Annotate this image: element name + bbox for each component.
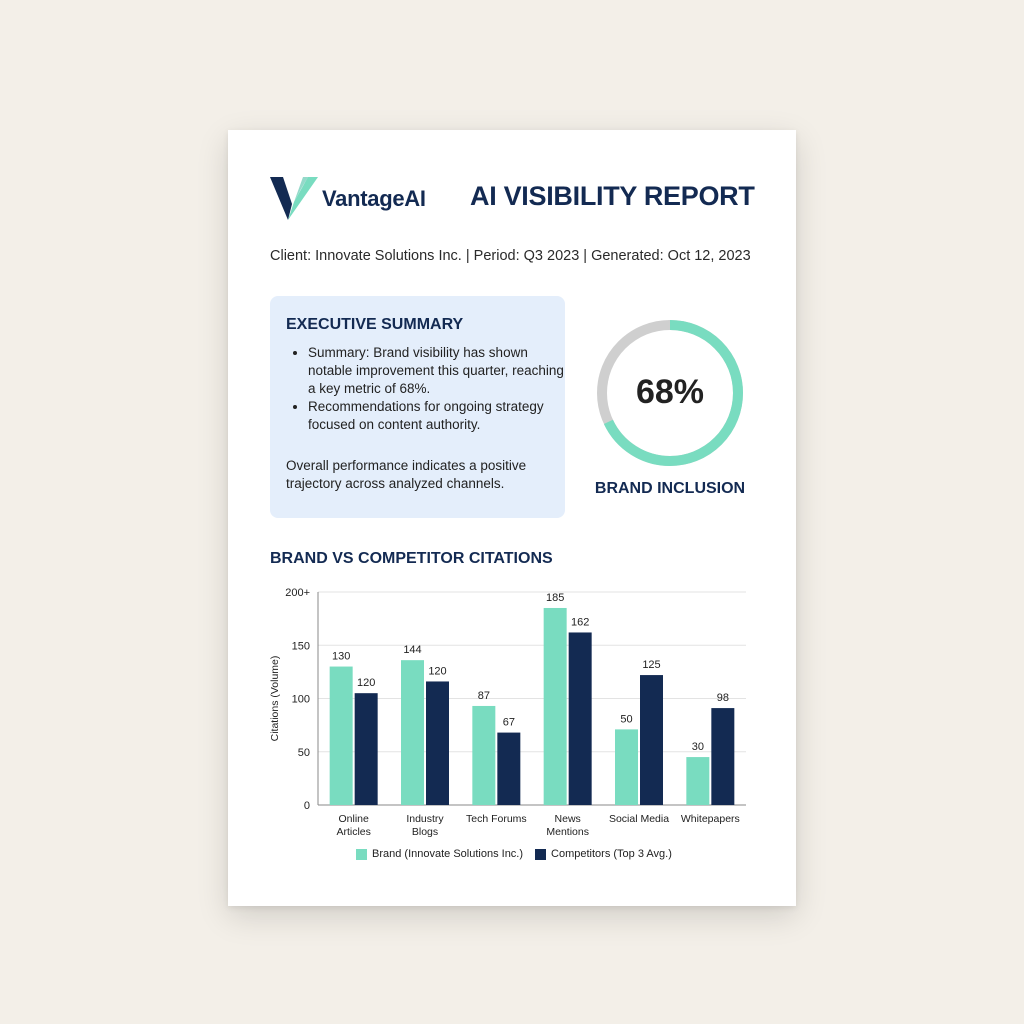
summary-bullets — [286, 344, 566, 434]
bar-data-label: 87 — [477, 689, 490, 702]
x-tick-label: Online — [338, 813, 369, 825]
x-tick-label: Social Media — [608, 813, 670, 825]
executive-summary-card — [270, 296, 565, 518]
bar-data-label: 30 — [691, 741, 704, 754]
report-page — [228, 130, 796, 906]
y-tick-label: 0 — [303, 800, 310, 812]
bar-competitors — [640, 675, 663, 805]
bar-brand — [544, 608, 567, 805]
x-tick-label: Industry — [406, 813, 444, 825]
bar-competitors — [569, 632, 592, 805]
x-tick-label: Tech Forums — [465, 813, 527, 825]
report-title: AI VISIBILITY REPORT — [470, 181, 755, 211]
chart-legend — [356, 848, 684, 860]
gauge-value: 68% — [635, 373, 705, 411]
bar-data-label: 185 — [545, 591, 565, 604]
y-axis-label: Citations (Volume) — [269, 655, 281, 742]
bar-competitors — [711, 708, 734, 805]
report-meta: Client: Innovate Solutions Inc. | Period: Q3 2023 | Generated: Oct 12, 2023 — [270, 248, 751, 264]
gauge-label: BRAND INCLUSION — [594, 480, 746, 497]
legend-item-brand — [356, 848, 523, 860]
summary-note: Overall performance indicates a positive trajectory across analyzed channels. — [286, 458, 527, 491]
x-tick-label: Articles — [336, 826, 371, 838]
bar-brand — [615, 729, 638, 805]
x-tick-label: Blogs — [411, 826, 439, 838]
brand-name: VantageAI — [322, 186, 426, 211]
legend-swatch-brand — [356, 849, 367, 860]
bar-data-label: 120 — [356, 677, 376, 690]
y-tick-label: 200+ — [285, 587, 310, 599]
y-tick-label: 50 — [297, 746, 310, 759]
bar-brand — [686, 757, 709, 805]
y-tick-label: 100 — [291, 693, 310, 706]
chart-title: BRAND VS COMPETITOR CITATIONS — [270, 550, 553, 567]
summary-heading: EXECUTIVE SUMMARY — [286, 316, 464, 333]
bar-brand — [401, 660, 424, 805]
bar-data-label: 130 — [331, 650, 351, 663]
bar-data-label: 50 — [620, 713, 633, 726]
bar-competitors — [355, 693, 378, 805]
legend-label-competitors: Competitors (Top 3 Avg.) — [551, 848, 672, 860]
bar-data-label: 67 — [502, 716, 515, 729]
bar-competitors — [426, 681, 449, 805]
bar-data-label: 120 — [428, 665, 447, 678]
summary-bullet: • Recommendations for ongoing strategy focused on content authority. — [308, 398, 566, 434]
x-tick-label: Mentions — [546, 826, 589, 838]
v-logo-icon — [270, 174, 318, 222]
bar-data-label: 162 — [570, 616, 590, 629]
legend-item-competitors — [535, 848, 672, 860]
bar-brand — [330, 667, 353, 805]
bar-brand — [472, 706, 495, 805]
citations-bar-chart — [228, 570, 796, 870]
y-tick-label: 150 — [291, 640, 310, 653]
bar-competitors — [497, 733, 520, 805]
bar-data-label: 125 — [642, 659, 661, 672]
legend-swatch-competitors — [535, 849, 546, 860]
x-tick-label: News — [554, 813, 581, 825]
bar-data-label: 98 — [716, 692, 729, 705]
summary-bullet: • Summary: Brand visibility has shown notable improvement this quarter, reaching a key metric of 68%. — [308, 344, 566, 398]
x-tick-label: Whitepapers — [680, 813, 740, 825]
legend-label-brand: Brand (Innovate Solutions Inc.) — [372, 848, 524, 860]
bar-data-label: 144 — [403, 644, 422, 657]
